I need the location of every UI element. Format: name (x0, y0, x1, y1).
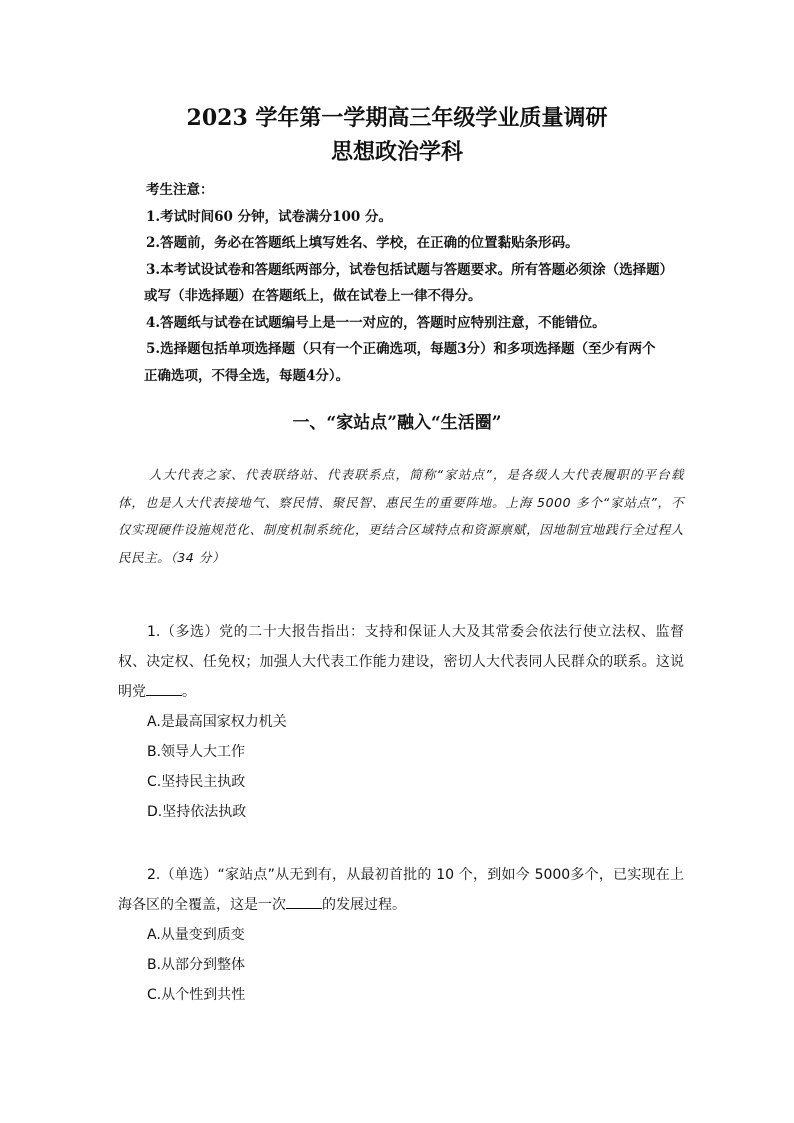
stem-text: 1.（多选）党的二十大报告指出：支持和保证人大及其常委会依法行使立法权、监督权、决定权、任免权；加强人大代表工作能力建设，密切人大代表同人民群众的联系。这说明党 (118, 624, 684, 700)
note-item: 5.选择题包括单项选择题（只有一个正确选项，每题3分）和多项选择题（至少有两个 (146, 341, 656, 357)
option-c: C.坚持民主执政 (147, 774, 246, 790)
option-b: B.从部分到整体 (147, 957, 246, 973)
section-title: 一、“家站点”融入“生活圈” (292, 413, 502, 433)
intro-paragraph: 人大代表之家、代表联络站、代表联系点，简称“家站点”，是各级人大代表履职的平台载体，也是人大代表接地气、察民情、聚民智、惠民生的重要阵地。上海 5000 多个“家站点”，不仅实现硬件设施规范化、制度机制系统化，更结合区域特点和资源禀赋，因地制宜地践行全过程人民民主。（34 分） (118, 467, 684, 565)
stem-text: 2.（单选）“家站点”从无到有，从最初首批的 10 个，到如今 5000多个，已实现在上海各区的全覆盖，这是一次 (118, 867, 684, 913)
note-item: 1.考试时间60 分钟，试卷满分100 分。 (146, 208, 392, 225)
exam-title: 2023 学年第一学期高三年级学业质量调研 (186, 105, 608, 131)
note-item: 2.答题前，务必在答题纸上填写姓名、学校，在正确的位置黏贴条形码。 (146, 235, 579, 251)
question-stem (118, 860, 684, 920)
option-b: B.领导人大工作 (147, 744, 246, 760)
note-item-continued: 或写（非选择题）在答题纸上，做在试卷上一律不得分。 (144, 288, 482, 304)
answer-blank (286, 894, 322, 909)
stem-text-end: 的发展过程。 (322, 897, 406, 913)
question-2 (118, 860, 684, 1010)
stem-text-end: 。 (182, 684, 196, 700)
answer-blank (146, 681, 182, 696)
candidate-notes (146, 177, 686, 389)
question-stem (118, 617, 684, 707)
section-intro (118, 461, 684, 571)
exam-subject: 思想政治学科 (330, 139, 463, 165)
question-1 (118, 617, 684, 827)
option-a: A.从量变到质变 (147, 927, 245, 943)
note-item: 3.本考试设试卷和答题纸两部分，试卷包括试题与答题要求。所有答题必须涂（选择题） (146, 261, 674, 278)
option-a: A.是最高国家权力机关 (147, 714, 287, 730)
option-d: D.坚持依法执政 (147, 804, 247, 820)
option-c: C.从个性到共性 (147, 987, 246, 1003)
note-item-continued: 正确选项，不得全选，每题4分）。 (144, 367, 350, 384)
note-item: 4.答题纸与试卷在试题编号上是一一对应的，答题时应特别注意，不能错位。 (146, 314, 606, 331)
notes-heading: 考生注意： (146, 182, 214, 198)
